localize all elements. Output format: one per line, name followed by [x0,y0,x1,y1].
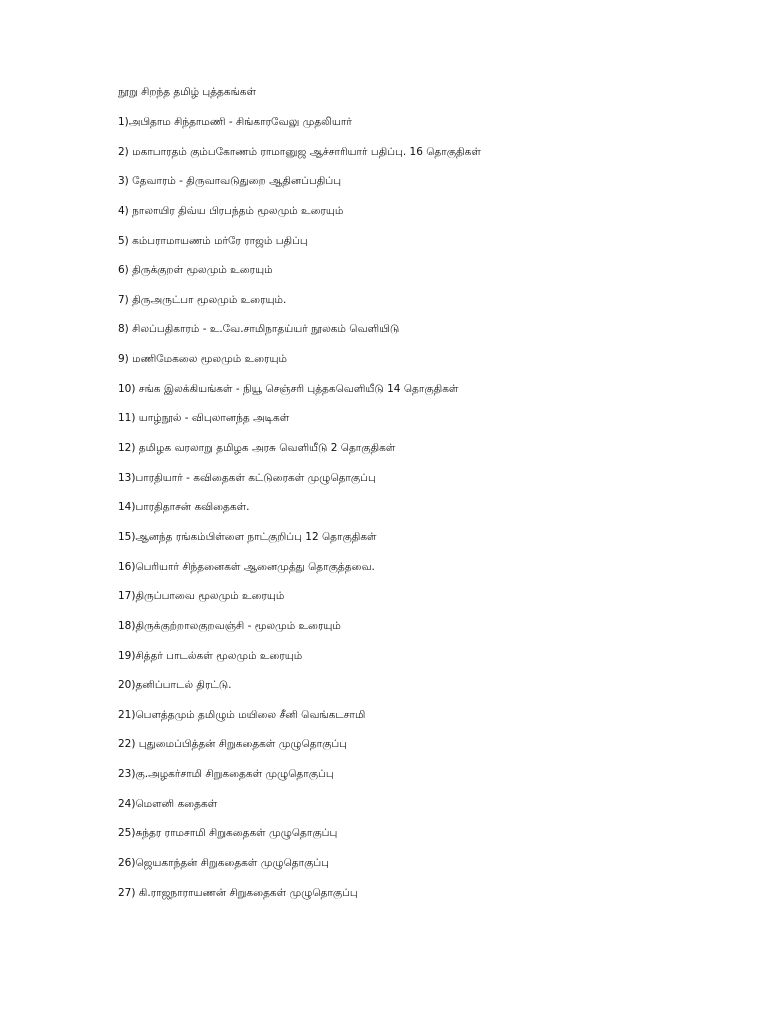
list-item: 25)சுந்தர ராமசாமி சிறுகதைகள் முழுதொகுப்பு [118,827,338,840]
list-item: 6) திருக்குறள் மூலமும் உரையும் [118,264,273,277]
list-item: 20)தனிப்பாடல் திரட்டு. [118,679,232,692]
list-item: 5) கம்பராமாயணம் மர்ரே ராஜம் பதிப்பு [118,234,308,247]
list-item: 21)பௌத்தமும் தமிழும் மயிலை சீனி வெங்கடசாமி [118,708,366,721]
list-item: 9) மணிமேகலை மூலமும் உரையும் [118,353,287,366]
list-item: 22) புதுமைப்பித்தன் சிறுகதைகள் முழுதொகுப்பு [118,738,347,751]
list-item: 27) கி.ராஜநாராயணன் சிறுகதைகள் முழுதொகுப்பு [118,886,358,899]
book-list [118,115,481,915]
list-item: 14)பாரதிதாசன் கவிதைகள். [118,501,250,514]
document-title: நூறு சிறந்த தமிழ் புத்தகங்கள் [118,86,256,98]
list-item: 13)பாரதியார் - கவிதைகள் கட்டுரைகள் முழுதொகுப்பு [118,471,376,484]
list-item: 4) நாலாயிர திவ்ய பிரபந்தம் மூலமும் உரையும் [118,204,344,217]
list-item: 12) தமிழக வரலாறு தமிழக அரசு வெளியீடு 2 தொகுதிகள் [118,442,396,455]
list-item: 7) திருஅருட்பா மூலமும் உரையும். [118,293,287,306]
list-item: 18)திருக்குற்றாலகுறவஞ்சி - மூலமும் உரையும் [118,619,341,632]
list-item: 24)மௌனி கதைகள் [118,797,218,810]
list-item: 3) தேவாரம் - திருவாவடுதுறை ஆதினப்பதிப்பு [118,175,342,188]
list-item: 26)ஜெயகாந்தன் சிறுகதைகள் முழுதொகுப்பு [118,857,329,870]
list-item: 23)கு.அழகர்சாமி சிறுகதைகள் முழுதொகுப்பு [118,768,334,781]
list-item: 1)அபிதாம சிந்தாமணி - சிங்காரவேலு முதலியார் [118,116,352,128]
list-item: 11) யாழ்நூல் - விபுலானந்த அடிகள் [118,412,290,425]
list-item: 8) சிலப்பதிகாரம் - உ.வே.சாமிநாதய்யர் நூலகம் வெளியிடு [118,323,400,336]
list-item: 2) மகாபாரதம் கும்பகோணம் ராமானுஜ ஆச்சாரியார் பதிப்பு. 16 தொகுதிகள் [118,145,481,158]
list-item: 17)திருப்பாவை மூலமும் உரையும் [118,590,285,603]
list-item: 19)சித்தர் பாடல்கள் மூலமும் உரையும் [118,649,303,662]
list-item: 15)ஆனந்த ரங்கம்பிள்ளை நாட்குறிப்பு 12 தொகுதிகள் [118,530,377,543]
list-item: 16)பெரியார் சிந்தனைகள் ஆனைமுத்து தொகுத்தவை. [118,560,375,573]
list-item: 10) சங்க இலக்கியங்கள் - நியூ செஞ்சரி புத்தகவெளியீடு 14 தொகுதிகள் [118,382,459,395]
